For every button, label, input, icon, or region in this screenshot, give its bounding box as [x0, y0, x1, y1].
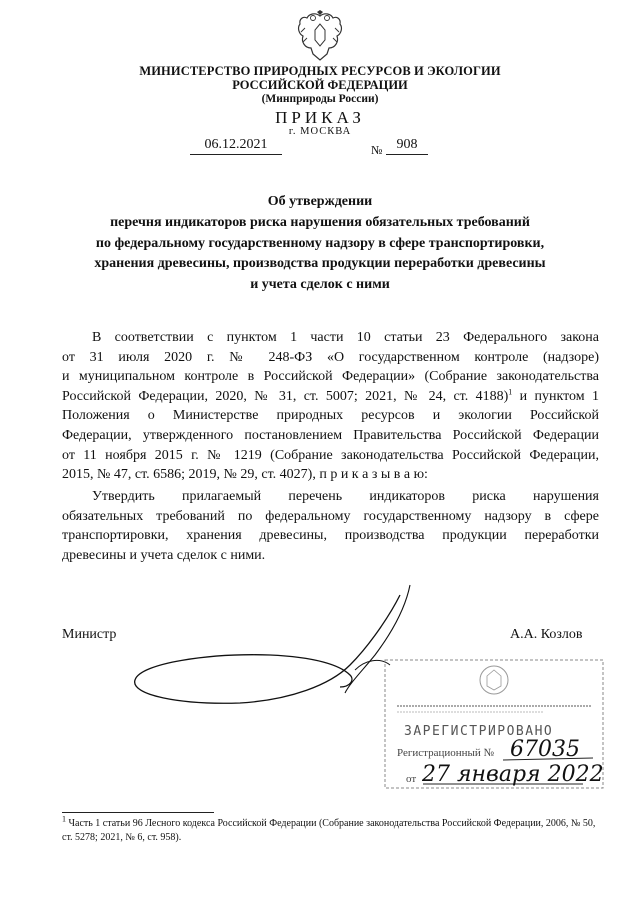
- text-line: от 31 июля 2020 г. № 248-ФЗ «О государственном контроле (надзоре): [62, 349, 599, 365]
- stamp-registration-date: 27 января 2022: [422, 762, 604, 787]
- title-body: [60, 213, 580, 295]
- document-type: ПРИКАЗ: [275, 108, 365, 127]
- number-sign: №: [371, 143, 383, 157]
- ministry-name-line2: РОССИЙСКОЙ ФЕДЕРАЦИИ: [232, 78, 408, 92]
- city: г. МОСКВА: [288, 126, 352, 137]
- footnote-text: Часть 1 статьи 96 Лесного кодекса Российской Федерации (Собрание законодательства Российской Федерации, 2006, № 50, ст. 5278; 2021, № 6, ст. 958).: [62, 818, 596, 843]
- footnote: [62, 814, 602, 845]
- text-segment: и пунктом 1: [519, 388, 600, 404]
- title-line: по федеральному государственному надзору в сфере транспортировки,: [95, 235, 545, 251]
- text-line: В соответствии с пунктом 1 части 10 статьи 23 Федерального закона: [92, 330, 599, 345]
- title-line: перечня индикаторов риска нарушения обязательных требований: [110, 215, 530, 230]
- text-line: обязательных требований по федеральному государственному надзору в сфере: [62, 508, 599, 524]
- title-heading: Об утверждении: [267, 194, 373, 209]
- footnote-divider: [62, 812, 214, 813]
- text-line: и муниципальном контроле в Российской Федерации» (Собрание законодательства: [62, 369, 599, 385]
- text-segment: Российской Федерации, 2020, № 31, ст. 5007; 2021, № 24, ст. 4188): [62, 388, 509, 404]
- stamp-registration-number: 67035: [510, 737, 580, 762]
- text-line: от 11 ноября 2015 г. № 1219 (Собрание законодательства Российской Федерации,: [62, 447, 599, 463]
- text-line: древесины и учета сделок с ними.: [62, 547, 266, 563]
- text-line: 2015, № 47, ст. 6586; 2019, № 29, ст. 4027), п р и к а з ы в а ю:: [62, 467, 428, 483]
- text-line-with-footnote: [62, 387, 599, 407]
- order-number: 908: [386, 137, 428, 155]
- paragraph-preamble: [62, 328, 599, 485]
- ministry-name-line1: МИНИСТЕРСТВО ПРИРОДНЫХ РЕСУРСОВ И ЭКОЛОГИИ: [139, 64, 501, 78]
- footnote-marker: 1: [508, 387, 513, 397]
- stamp-registered-label: ЗАРЕГИСТРИРОВАНО: [404, 724, 554, 739]
- ministry-short-name: (Минприроды России): [261, 93, 379, 105]
- coat-of-arms-icon: [295, 10, 345, 64]
- footnote-number: 1: [62, 814, 66, 824]
- text-line: Федерации, утвержденного постановлением Правительства Российской Федерации: [62, 427, 599, 443]
- order-date: 06.12.2021: [190, 137, 282, 155]
- paragraph-order: [62, 487, 599, 565]
- stamp-regno-label: Регистрационный №: [397, 747, 495, 759]
- signatory-name: А.А. Козлов: [510, 627, 583, 642]
- text-line: Утвердить прилагаемый перечень индикаторов риска нарушения: [92, 489, 599, 504]
- text-line: транспортировки, хранения древесины, производства продукции переработки: [62, 528, 599, 544]
- stamp-from-label: от: [406, 773, 417, 785]
- title-line: хранения древесины, производства продукции переработки древесины: [94, 256, 546, 271]
- text-line: Положения о Министерстве природных ресурсов и экологии Российской: [62, 408, 599, 424]
- title-line: и учета сделок с ними: [250, 276, 390, 292]
- signatory-role: Министр: [62, 627, 117, 642]
